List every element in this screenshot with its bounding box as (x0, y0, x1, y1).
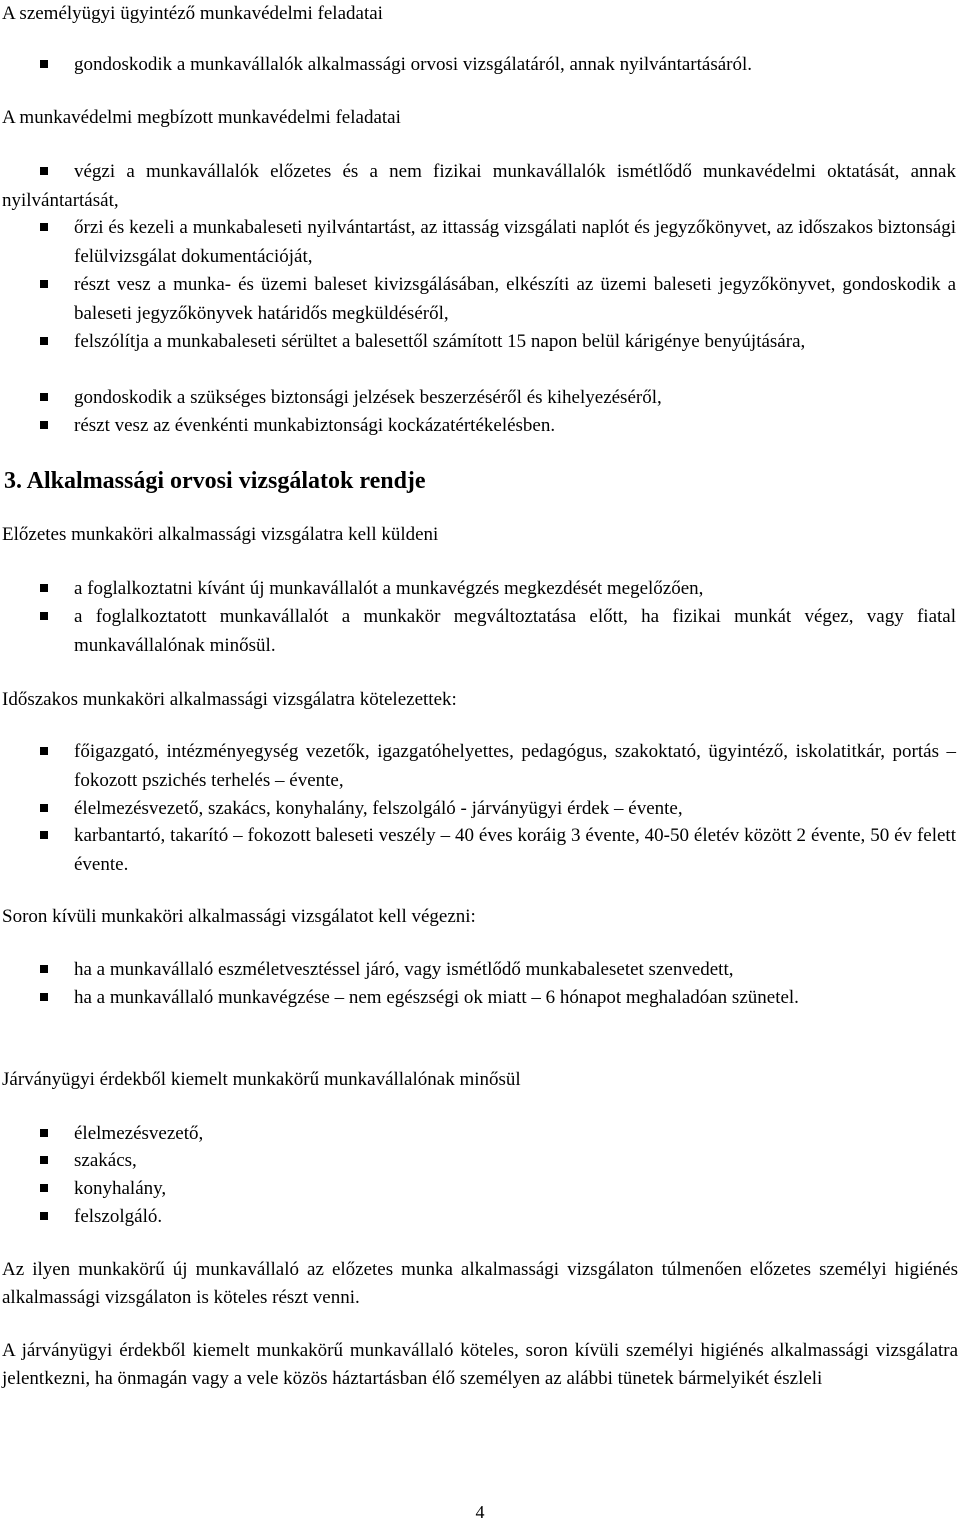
list-item-text: a foglalkoztatni kívánt új munkavállalót a munkavégzés megkezdését megelőzően, (74, 578, 704, 599)
list-item-text: élelmezésvezető, (74, 1123, 204, 1144)
square-bullet-icon (40, 612, 48, 620)
square-bullet-icon (40, 965, 48, 973)
body-paragraph: Az ilyen munkakörű új munkavállaló az előzetes munka alkalmassági vizsgálaton túlmenően előzetes személyi higiénés alkalmassági vizsgálaton is köteles részt venni. (2, 1259, 958, 1308)
square-bullet-icon (40, 993, 48, 1001)
paragraph-intro: Előzetes munkaköri alkalmassági vizsgálatra kell küldeni (2, 524, 439, 545)
square-bullet-icon (40, 1129, 48, 1137)
list-item-text: a foglalkoztatott munkavállalót a munkakör megváltoztatása előtt, ha fizikai munkát végez, vagy fiatal munkavállalónak minősül. (74, 606, 956, 656)
list-item-text: szakács, (74, 1150, 137, 1171)
list-item-text: ha a munkavállaló eszméletvesztéssel járó, vagy ismétlődő munkabalesetet szenvedett, (74, 959, 734, 980)
list-item-text: gondoskodik a munkavállalók alkalmassági orvosi vizsgálatáról, annak nyilvántartásáról. (74, 54, 753, 75)
square-bullet-icon (40, 804, 48, 812)
list-item-text: karbantartó, takarító – fokozott baleseti veszély – 40 éves koráig 3 évente, 40-50 életév között 2 évente, 50 év felett évente. (74, 825, 956, 875)
square-bullet-icon (40, 393, 48, 401)
list-item-text: ha a munkavállaló munkavégzése – nem egészségi ok miatt – 6 hónapot meghaladóan szünetel. (74, 987, 799, 1008)
square-bullet-icon (40, 1212, 48, 1220)
list-item-text: végzi a munkavállalók előzetes és a nem fizikai munkavállalók ismétlődő munkavédelmi oktatását, annak nyilvántartását, (2, 161, 956, 211)
square-bullet-icon (40, 337, 48, 345)
section-title-hr-officer: A személyügyi ügyintéző munkavédelmi feladatai (2, 3, 383, 24)
square-bullet-icon (40, 747, 48, 755)
square-bullet-icon (40, 831, 48, 839)
paragraph-intro: Soron kívüli munkaköri alkalmassági vizsgálatot kell végezni: (2, 906, 476, 927)
paragraph-intro: Időszakos munkaköri alkalmassági vizsgálatra kötelezettek: (2, 689, 457, 710)
list-item-text: részt vesz az évenkénti munkabiztonsági kockázatértékelésben. (74, 415, 556, 436)
square-bullet-icon (40, 1156, 48, 1164)
list-item-text: főigazgató, intézményegység vezetők, igazgatóhelyettes, pedagógus, szakoktató, ügyintéző, iskolatitkár, portás – fokozott pszichés terhelés – évente, (74, 741, 956, 791)
list-item-text: őrzi és kezeli a munkabaleseti nyilvántartást, az ittasság vizsgálati naplót és jegyzőkönyvet, az időszakos biztonsági felülvizsgálat dokumentációját, (74, 217, 956, 267)
list-item-text: gondoskodik a szükséges biztonsági jelzések beszerzéséről és kihelyezéséről, (74, 387, 662, 408)
body-paragraph: A járványügyi érdekből kiemelt munkakörű munkavállaló köteles, soron kívüli személyi higiénés alkalmassági vizsgálatra jelentkezni, ha önmagán vagy a vele közös háztartásban élő személyen az alábbi tünetek bármelyikét észleli (2, 1340, 958, 1389)
paragraph-intro: Járványügyi érdekből kiemelt munkakörű munkavállalónak minősül (2, 1069, 521, 1090)
square-bullet-icon (40, 223, 48, 231)
list-item-text: élelmezésvezető, szakács, konyhalány, felszolgáló - járványügyi érdek – évente, (74, 798, 683, 819)
square-bullet-icon (40, 421, 48, 429)
section-heading: 3. Alkalmassági orvosi vizsgálatok rendje (4, 468, 426, 494)
list-item-text: részt vesz a munka- és üzemi baleset kivizsgálásában, elkészíti az üzemi baleseti jegyzőkönyvet, gondoskodik a baleseti jegyzőkönyvek határidős megküldéséről, (74, 274, 956, 324)
list-item-text: felszólítja a munkabaleseti sérültet a balesettől számított 15 napon belül kárigénye benyújtására, (74, 331, 806, 352)
section-title-safety-officer: A munkavédelmi megbízott munkavédelmi feladatai (2, 107, 401, 128)
square-bullet-icon (40, 584, 48, 592)
list-item-text: felszolgáló. (74, 1206, 163, 1227)
square-bullet-icon (40, 1184, 48, 1192)
page-number: 4 (475, 1502, 485, 1522)
square-bullet-icon (40, 60, 48, 68)
square-bullet-icon (40, 280, 48, 288)
list-item-text: konyhalány, (74, 1178, 167, 1199)
